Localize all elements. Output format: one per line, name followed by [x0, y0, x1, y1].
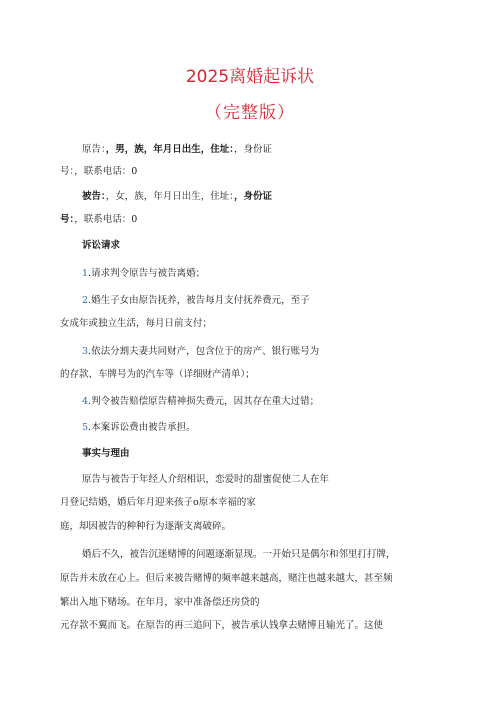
- claim-text: .依法分割夫妻共同财产，包含位于的房产、银行账号为: [88, 346, 320, 357]
- claim-item-continued: 女成年或独立生活，每月日前支付；: [60, 318, 213, 329]
- claim-item-continued: 的存款、车牌号为的汽车等（详细财产清单）；: [60, 369, 255, 380]
- defendant-id-number-label: 号：: [60, 214, 75, 225]
- claim-number: 5: [82, 422, 89, 433]
- claim-number: 4: [82, 396, 89, 407]
- facts-paragraph-line: 月登记结婚，婚后年月迎来孩子o原本幸福的家: [60, 497, 256, 508]
- plaintiff-line-2: 号：，联系电话：0: [60, 166, 138, 177]
- defendant-line-1: [82, 191, 272, 203]
- facts-paragraph-line: 原告并未放在心上。但后来被告赌博的频率越来越高，赌注也越来越大，甚至频: [60, 573, 393, 584]
- facts-paragraph-line: 婚后不久，被告沉迷赌博的问题逐渐显现。一开始只是偶尔和邻里打打牌，: [82, 549, 396, 560]
- claims-heading: 诉讼请求: [82, 240, 121, 251]
- facts-paragraph-line: 元存款不翼而飞。在原告的再三追问下，被告承认钱拿去赌博且输光了。这使: [60, 620, 384, 631]
- defendant-label: 被告：: [82, 191, 106, 202]
- claim-item: [82, 268, 205, 280]
- defendant-id-label: ，身份证: [234, 191, 273, 202]
- plaintiff-details: ，男，族，年月日出生，住址：: [105, 144, 235, 155]
- claim-item: [82, 396, 319, 408]
- claim-number: 3: [82, 346, 89, 357]
- document-title: 2025离婚起诉状: [185, 67, 315, 87]
- claim-text: .本案诉讼费由被告承担。: [88, 422, 196, 433]
- claim-text: .判令被告赔偿原告精神损失费元，因其存在重大过错；: [88, 396, 320, 407]
- plaintiff-label: 原告：: [82, 144, 106, 155]
- facts-heading: 事实与理由: [82, 448, 130, 459]
- facts-paragraph-line: 庭，却因被告的种种行为逐渐支离破碎。: [60, 521, 232, 532]
- facts-paragraph-line: 原告与被告于年经人介绍相识，恋爱时的甜蜜促使二人在年: [82, 474, 330, 485]
- document-subtitle: （完整版）: [205, 103, 295, 123]
- facts-paragraph-line: 繁出入地下赌场。在年月，家中准备偿还房贷的: [60, 597, 260, 608]
- defendant-phone: ，联系电话：0: [74, 214, 138, 225]
- claim-item: [82, 346, 319, 358]
- plaintiff-line-1: [82, 144, 272, 156]
- claim-number: 2: [82, 295, 89, 306]
- claim-text: .婚生子女由原告抚养，被告每月支付抚养费元，至子: [88, 295, 310, 306]
- defendant-details: ，女，族，年月日出生，住址：: [105, 191, 235, 202]
- claim-item: [82, 295, 310, 307]
- claim-item: [82, 422, 196, 434]
- defendant-line-2: [60, 214, 137, 226]
- claim-number: 1: [82, 268, 89, 279]
- claim-text: .请求判令原告与被告离婚；: [88, 268, 206, 279]
- plaintiff-id-label: ，身份证: [234, 144, 273, 155]
